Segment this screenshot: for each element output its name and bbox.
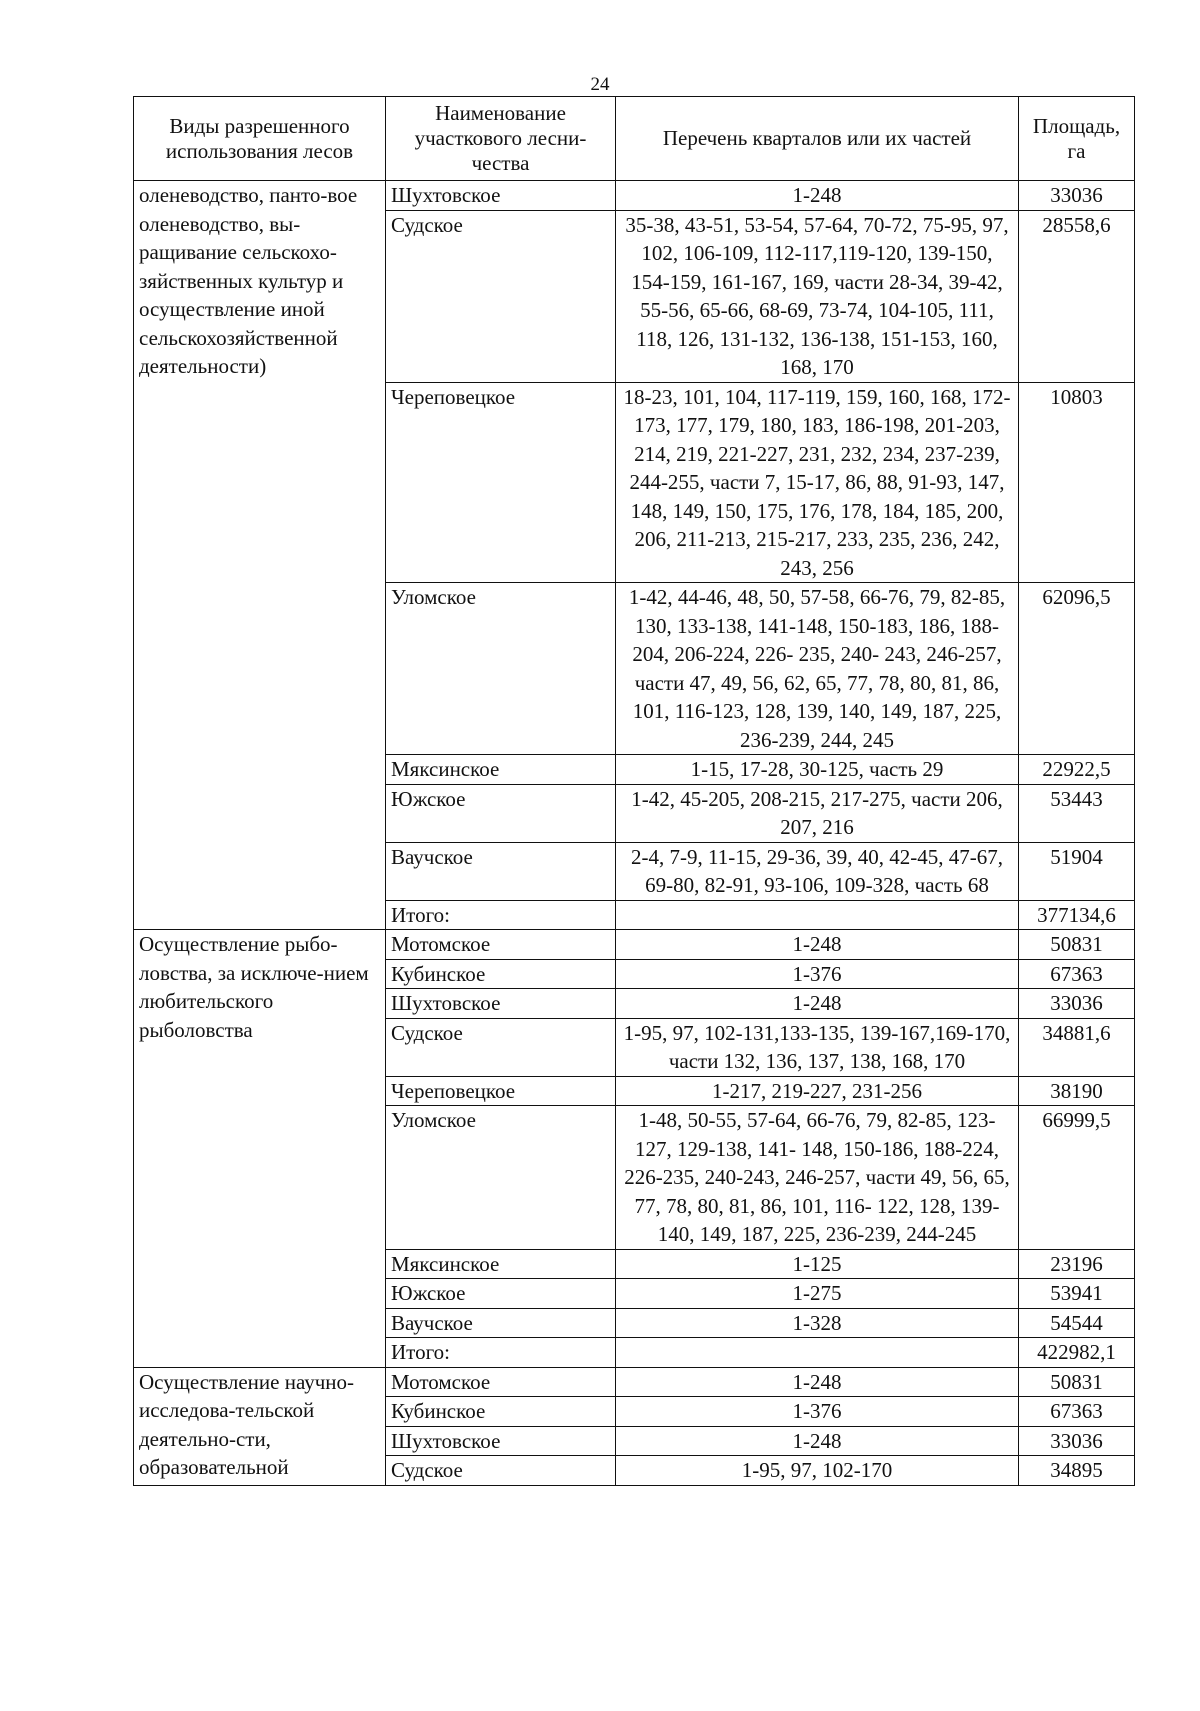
quarters-cell: 35-38, 43-51, 53-54, 57-64, 70-72, 75-95, 97, 102, 106-109, 112-117,119-120, 139-150, 154-159, 161-167, 169, части 28-34, 39-42, 55-56, 65-66, 68-69, 73-74, 104-105, 111, 118, 126, 131-132, 136-138, 151-153, 160, 168, 170: [616, 210, 1019, 382]
area-cell: 50831: [1019, 1367, 1135, 1397]
forestry-cell: Уломское: [386, 583, 616, 755]
quarters-cell: 1-376: [616, 1397, 1019, 1427]
table-header-row: [134, 97, 1135, 181]
header-use-type: Виды разрешенного использования лесов: [134, 97, 386, 181]
quarters-cell: [616, 900, 1019, 930]
area-cell: 53941: [1019, 1279, 1135, 1309]
area-cell: 54544: [1019, 1308, 1135, 1338]
area-cell: 38190: [1019, 1076, 1135, 1106]
area-cell: 34881,6: [1019, 1018, 1135, 1076]
forestry-cell: Шухтовское: [386, 1426, 616, 1456]
forestry-cell: Шухтовское: [386, 181, 616, 211]
forestry-cell: Череповецкое: [386, 1076, 616, 1106]
header-quarters: Перечень кварталов или их частей: [616, 97, 1019, 181]
use-type-cell: Осуществление рыбо-ловства, за исключе-нием любительского рыболовства: [134, 930, 386, 1368]
area-cell: 23196: [1019, 1249, 1135, 1279]
total-area-cell: 422982,1: [1019, 1338, 1135, 1368]
area-cell: 33036: [1019, 181, 1135, 211]
area-cell: 66999,5: [1019, 1106, 1135, 1250]
area-cell: 53443: [1019, 784, 1135, 842]
forestry-cell: Шухтовское: [386, 989, 616, 1019]
table-row: [134, 1367, 1135, 1397]
quarters-cell: 1-217, 219-227, 231-256: [616, 1076, 1019, 1106]
area-cell: 28558,6: [1019, 210, 1135, 382]
header-area: Площадь, га: [1019, 97, 1135, 181]
forest-use-table: [133, 96, 1135, 1486]
area-cell: 67363: [1019, 1397, 1135, 1427]
quarters-cell: 1-248: [616, 1367, 1019, 1397]
quarters-cell: 18-23, 101, 104, 117-119, 159, 160, 168, 172-173, 177, 179, 180, 183, 186-198, 201-203, 214, 219, 221-227, 231, 232, 234, 237-239, 244-255, части 7, 15-17, 86, 88, 91-93, 147, 148, 149, 150, 175, 176, 178, 184, 185, 200, 206, 211-213, 215-217, 233, 235, 236, 242, 243, 256: [616, 382, 1019, 583]
quarters-cell: 1-42, 44-46, 48, 50, 57-58, 66-76, 79, 82-85, 130, 133-138, 141-148, 150-183, 186, 188-204, 206-224, 226- 235, 240- 243, 246-257, части 47, 49, 56, 62, 65, 77, 78, 80, 81, 86, 101, 116-123, 128, 139, 140, 149, 187, 225, 236-239, 244, 245: [616, 583, 1019, 755]
total-area-cell: 377134,6: [1019, 900, 1135, 930]
quarters-cell: 1-48, 50-55, 57-64, 66-76, 79, 82-85, 123- 127, 129-138, 141- 148, 150-186, 188-224, 226-235, 240-243, 246-257, части 49, 56, 65, 77, 78, 80, 81, 86, 101, 116- 122, 128, 139-140, 149, 187, 225, 236-239, 244-245: [616, 1106, 1019, 1250]
area-cell: 10803: [1019, 382, 1135, 583]
area-cell: 33036: [1019, 1426, 1135, 1456]
forestry-cell: Южское: [386, 784, 616, 842]
quarters-cell: 1-248: [616, 1426, 1019, 1456]
quarters-cell: 1-376: [616, 959, 1019, 989]
forestry-cell: Кубинское: [386, 1397, 616, 1427]
quarters-cell: [616, 1338, 1019, 1368]
forestry-cell: Мотомское: [386, 930, 616, 960]
quarters-cell: 1-125: [616, 1249, 1019, 1279]
forestry-cell: Южское: [386, 1279, 616, 1309]
use-type-cell: оленеводство, панто-вое оленеводство, вы-ращивание сельскохо-зяйственных культур и осуществление иной сельскохозяйственной деятельности): [134, 181, 386, 930]
forestry-cell: Череповецкое: [386, 382, 616, 583]
forestry-cell: Мотомское: [386, 1367, 616, 1397]
table-row: [134, 181, 1135, 211]
table-row: [134, 930, 1135, 960]
quarters-cell: 1-42, 45-205, 208-215, 217-275, части 206, 207, 216: [616, 784, 1019, 842]
area-cell: 22922,5: [1019, 755, 1135, 785]
quarters-cell: 1-95, 97, 102-170: [616, 1456, 1019, 1486]
area-cell: 50831: [1019, 930, 1135, 960]
quarters-cell: 1-15, 17-28, 30-125, часть 29: [616, 755, 1019, 785]
forestry-cell: Судское: [386, 1456, 616, 1486]
forestry-cell: Судское: [386, 1018, 616, 1076]
area-cell: 51904: [1019, 842, 1135, 900]
quarters-cell: 1-95, 97, 102-131,133-135, 139-167,169-170, части 132, 136, 137, 138, 168, 170: [616, 1018, 1019, 1076]
area-cell: 33036: [1019, 989, 1135, 1019]
quarters-cell: 1-328: [616, 1308, 1019, 1338]
forestry-cell: Кубинское: [386, 959, 616, 989]
page-number: 24: [590, 74, 610, 95]
quarters-cell: 1-248: [616, 930, 1019, 960]
forestry-cell: Ваучское: [386, 842, 616, 900]
area-cell: 34895: [1019, 1456, 1135, 1486]
forestry-cell: Ваучское: [386, 1308, 616, 1338]
quarters-cell: 1-248: [616, 989, 1019, 1019]
header-forestry: Наименование участкового лесни-чества: [386, 97, 616, 181]
quarters-cell: 1-275: [616, 1279, 1019, 1309]
forestry-cell: Уломское: [386, 1106, 616, 1250]
forestry-cell: Судское: [386, 210, 616, 382]
quarters-cell: 2-4, 7-9, 11-15, 29-36, 39, 40, 42-45, 47-67, 69-80, 82-91, 93-106, 109-328, часть 68: [616, 842, 1019, 900]
area-cell: 62096,5: [1019, 583, 1135, 755]
quarters-cell: 1-248: [616, 181, 1019, 211]
forestry-cell: Мяксинское: [386, 755, 616, 785]
area-cell: 67363: [1019, 959, 1135, 989]
forestry-cell: Мяксинское: [386, 1249, 616, 1279]
use-type-cell: Осуществление научно-исследова-тельской деятельно-сти, образовательной: [134, 1367, 386, 1485]
total-label-cell: Итого:: [386, 1338, 616, 1368]
total-label-cell: Итого:: [386, 900, 616, 930]
